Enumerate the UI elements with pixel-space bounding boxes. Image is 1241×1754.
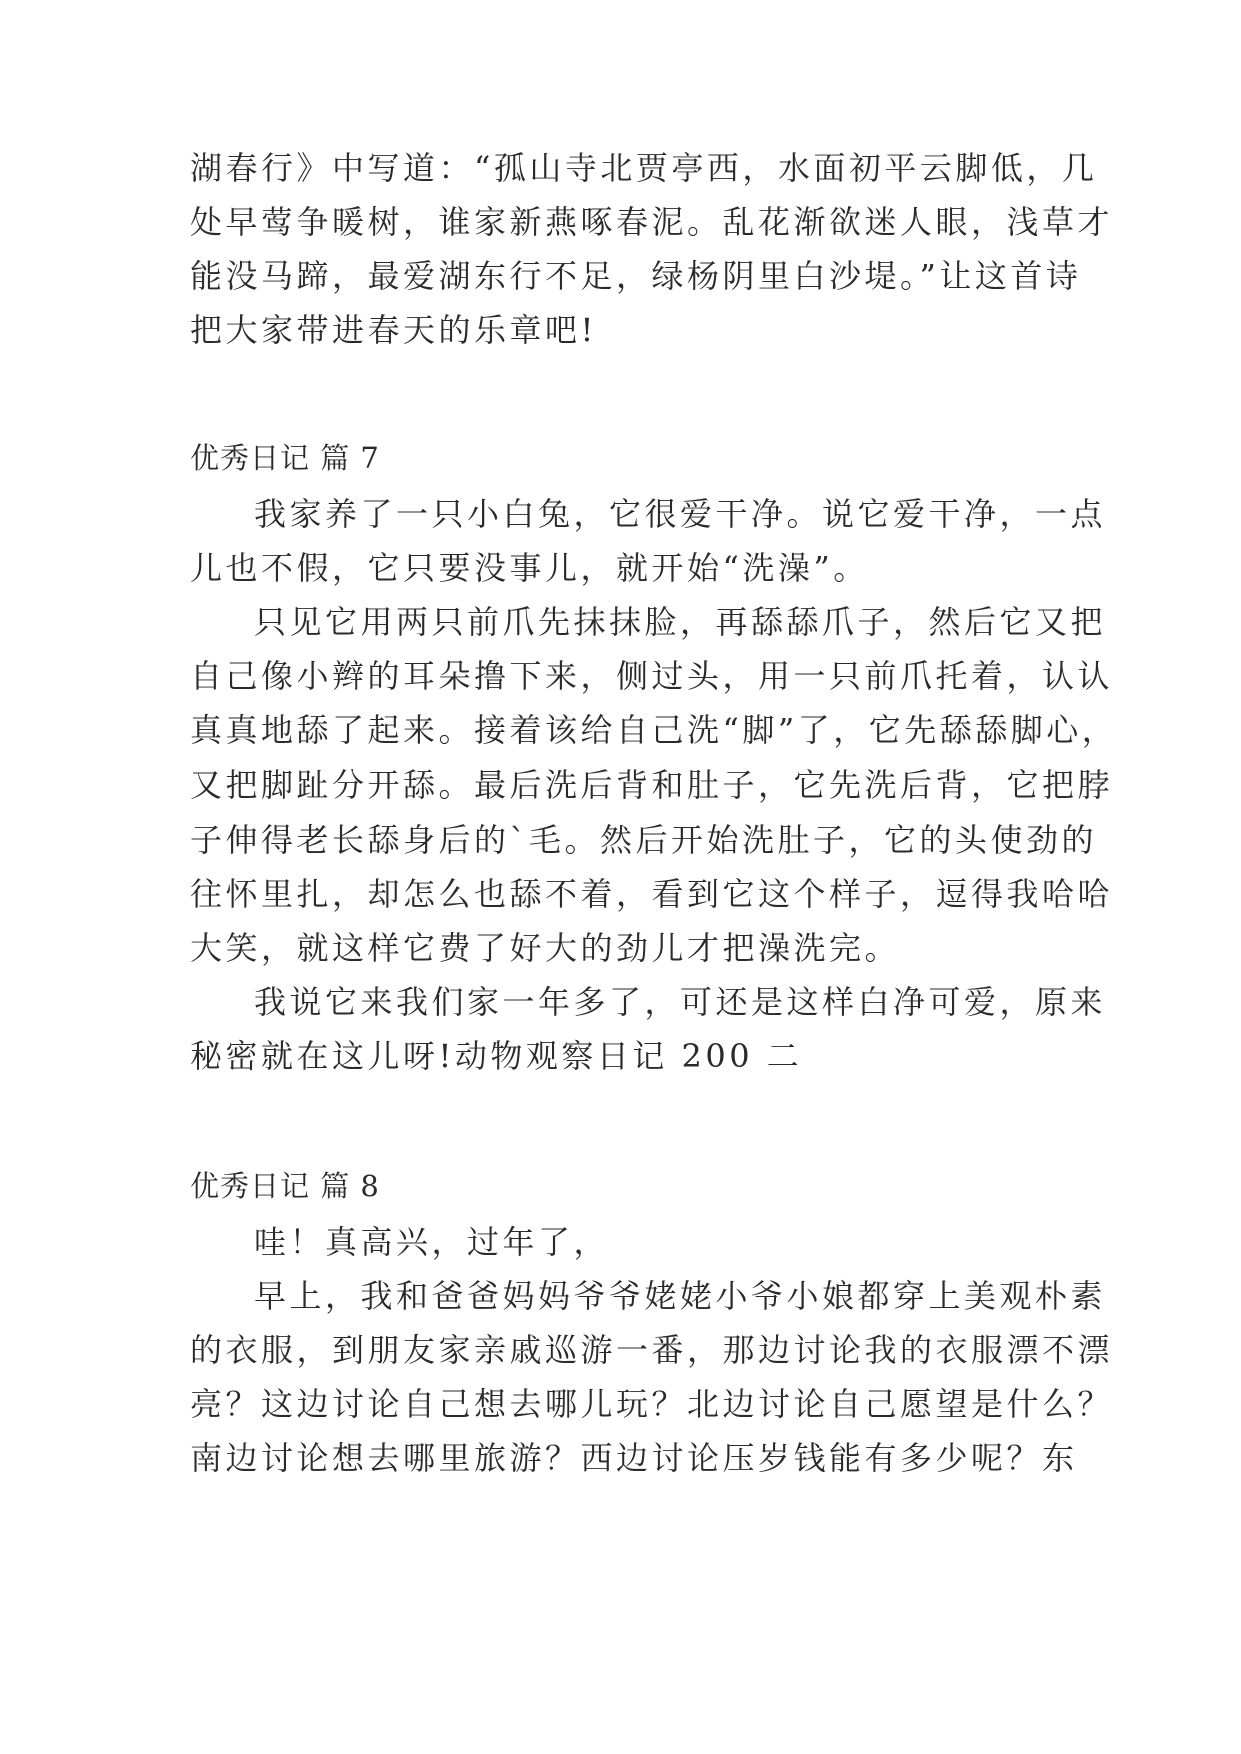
paragraph-line: 我家养了一只小白兔，它很爱干净。说它爱干净，一点 [254,495,1107,533]
paragraph-line: 往怀里扎，却怎么也舔不着，看到它这个样子，逗得我哈哈 [190,875,1114,913]
paragraph-line: 只见它用两只前爪先抹抹脸，再舔舔爪子，然后它又把 [254,603,1107,641]
paragraph-line: 把大家带进春天的乐章吧! [190,311,597,349]
paragraph-line: 儿也不假，它只要没事儿，就开始“洗澡”。 [190,549,869,587]
paragraph-line: 的衣服，到朋友家亲戚巡游一番，那边讨论我的衣服漂不漂 [190,1331,1114,1369]
section-heading-8: 优秀日记 篇 8 [190,1169,380,1203]
paragraph-line: 能没马蹄，最爱湖东行不足，绿杨阴里白沙堤。”让这首诗 [190,257,1082,295]
paragraph-line: 湖春行》中写道：“孤山寺北贾亭西，水面初平云脚低，几 [190,149,1098,187]
paragraph-line: 南边讨论想去哪里旅游？西边讨论压岁钱能有多少呢？东 [190,1439,1078,1477]
paragraph-line: 自己像小辫的耳朵撸下来，侧过头，用一只前爪托着，认认 [190,657,1114,695]
paragraph-line: 处早莺争暖树，谁家新燕啄春泥。乱花渐欲迷人眼，浅草才 [190,203,1114,241]
paragraph-line: 我说它来我们家一年多了，可还是这样白净可爱，原来 [254,983,1107,1021]
paragraph-line: 又把脚趾分开舔。最后洗后背和肚子，它先洗后背，它把脖 [190,766,1114,804]
section-heading-7: 优秀日记 篇 7 [190,441,380,475]
paragraph-line: 子伸得老长舔身后的`毛。然后开始洗肚子，它的头使劲的 [190,821,1098,859]
paragraph-line: 真真地舔了起来。接着该给自己洗“脚”了，它先舔舔脚心， [190,711,1118,749]
paragraph-line: 秘密就在这儿呀!动物观察日记 200 二 [190,1037,803,1075]
paragraph-line: 大笑，就这样它费了好大的劲儿才把澡洗完。 [190,929,901,967]
paragraph-line: 亮？这边讨论自己想去哪儿玩？北边讨论自己愿望是什么？ [190,1385,1114,1423]
paragraph-line: 早上，我和爸爸妈妈爷爷姥姥小爷小娘都穿上美观朴素 [254,1277,1107,1315]
paragraph-line: 哇！真高兴，过年了， [254,1223,610,1261]
